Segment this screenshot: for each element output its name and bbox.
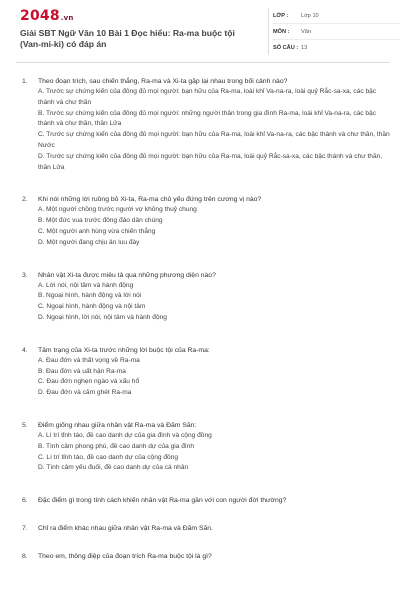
meta-table <box>268 8 400 55</box>
meta-value: Lớp 10 <box>301 12 319 19</box>
question-item <box>22 76 390 173</box>
question-text: Đặc điểm gì trong tính cách khiến nhân vật Ra-ma gần với con người đời thường? <box>38 497 287 505</box>
answer-option: C. Trước sự chứng kiến của đông đủ mọi người: bạn hữu của Ra-ma, loài khỉ Va-na-ra, các bậc thánh và chư thần, thần Nước <box>38 131 390 149</box>
answer-option: A. Trước sự chứng kiến của đông đủ mọi người: bạn hữu của Ra-ma, loài khỉ Va-na-ra, loài quỷ Rắc-sa-xa, các bậc thánh và chư thần <box>38 88 377 106</box>
answer-option: B. Đau đớn và uất hận Ra-ma <box>38 367 126 375</box>
answer-option: B. Ngoại hình, hành động và lời nói <box>38 292 142 300</box>
site-logo[interactable] <box>20 8 74 26</box>
answer-option: B. Một đức vua trước đông đảo dân chúng <box>38 217 163 225</box>
answer-option: D. Trước sự chứng kiến của đông đủ mọi người: bạn hữu của Ra-ma, loài quỷ Rắc-sa-xa, các bậc thánh và chư thần, thần Lửa <box>38 152 383 171</box>
question-body <box>38 495 390 506</box>
question-item <box>22 194 390 248</box>
answer-option: A. Lí trí tỉnh táo, đề cao danh dự của gia đình và cộng đồng <box>38 431 212 439</box>
question-item <box>22 420 390 474</box>
meta-key: SỐ CÂU : <box>273 44 299 51</box>
question-number: 1. <box>22 78 28 85</box>
question-number: 2. <box>22 196 28 204</box>
question-number: 6. <box>22 497 28 505</box>
question-body <box>38 420 390 474</box>
answer-option: A. Một người chồng trước người vợ không thuỷ chung <box>38 206 197 214</box>
answer-option: D. Ngoại hình, lời nói, nội tâm và hành động <box>38 313 167 321</box>
question-text: Khi nói những lời ruồng bỏ Xi-ta, Ra-ma chủ yếu đứng trên cương vị nào? <box>38 196 262 204</box>
question-body <box>38 76 390 173</box>
meta-key: LỚP : <box>273 12 289 19</box>
question-item <box>22 523 390 534</box>
answer-option: B. Tình cảm phong phú, đề cao danh dự của gia đình <box>38 442 195 450</box>
meta-key: MÔN : <box>273 28 290 35</box>
logo-suffix-text: .vn <box>60 14 74 22</box>
question-number: 7. <box>22 525 28 533</box>
question-item <box>22 270 390 324</box>
answer-option: D. Đau đớn và căm ghét Ra-ma <box>38 389 132 397</box>
question-body <box>38 194 390 248</box>
meta-row-subject <box>273 24 400 40</box>
question-list <box>16 63 390 562</box>
page-header <box>16 0 390 63</box>
meta-value: 13 <box>301 44 308 51</box>
answer-option: C. Lí trí tỉnh táo, đề cao danh dự của cộng đồng <box>38 453 179 461</box>
answer-option: C. Ngoại hình, hành động và nội tâm <box>38 303 146 311</box>
answer-option: B. Trước sự chứng kiến của đông đủ mọi người: những người thân trong gia đình Ra-ma, loài khỉ Va-na-ra, các bậc thánh và chư thần, thần Lửa <box>38 109 377 128</box>
question-text: Tâm trạng của Xi-ta trước những lời buộc tội của Ra-ma: <box>38 346 210 354</box>
question-number: 4. <box>22 346 28 354</box>
question-item <box>22 345 390 399</box>
question-text: Theo em, thông điệp của đoạn trích Ra-ma buộc tội là gì? <box>38 553 212 561</box>
meta-row-class <box>273 8 400 24</box>
answer-option: A. Đau đớn và thất vọng về Ra-ma <box>38 356 140 364</box>
page-title: Giải SBT Ngữ Văn 10 Bài 1 Đọc hiểu: Ra-ma buộc tội (Van-mi-ki) có đáp án <box>20 28 235 49</box>
answer-option: D. Tình cảm yếu đuối, đề cao danh dự của cá nhân <box>38 464 189 472</box>
answer-option: C. Đau đớn nghẹn ngào và xấu hổ <box>38 378 140 386</box>
answer-option: A. Lời nói, nội tâm và hành động <box>38 281 134 289</box>
answer-option: D. Một người đang chịu ân luu đày <box>38 238 140 246</box>
question-number: 8. <box>22 553 28 561</box>
logo-main-text: 2048 <box>20 8 60 24</box>
question-body <box>38 345 390 399</box>
question-item <box>22 551 390 562</box>
answer-option: C. Một người anh hùng vừa chiến thắng <box>38 227 156 235</box>
question-item <box>22 495 390 506</box>
question-body <box>38 270 390 324</box>
meta-value: Văn <box>301 28 311 35</box>
question-number: 5. <box>22 421 28 429</box>
meta-row-count <box>273 40 400 55</box>
question-body <box>38 523 390 534</box>
question-number: 3. <box>22 271 28 279</box>
question-body <box>38 551 390 562</box>
question-text: Theo đoạn trích, sau chiến thắng, Ra-ma và Xi-ta gặp lại nhau trong bối cảnh nào? <box>38 78 288 85</box>
question-text: Chỉ ra điểm khác nhau giữa nhân vật Ra-ma và Đăm Săn. <box>38 525 213 533</box>
question-text: Nhân vật Xi-ta được miêu tả qua những phương diện nào? <box>38 271 216 279</box>
question-text: Điểm giống nhau giữa nhân vật Ra-ma và Đăm Săn: <box>38 421 197 429</box>
